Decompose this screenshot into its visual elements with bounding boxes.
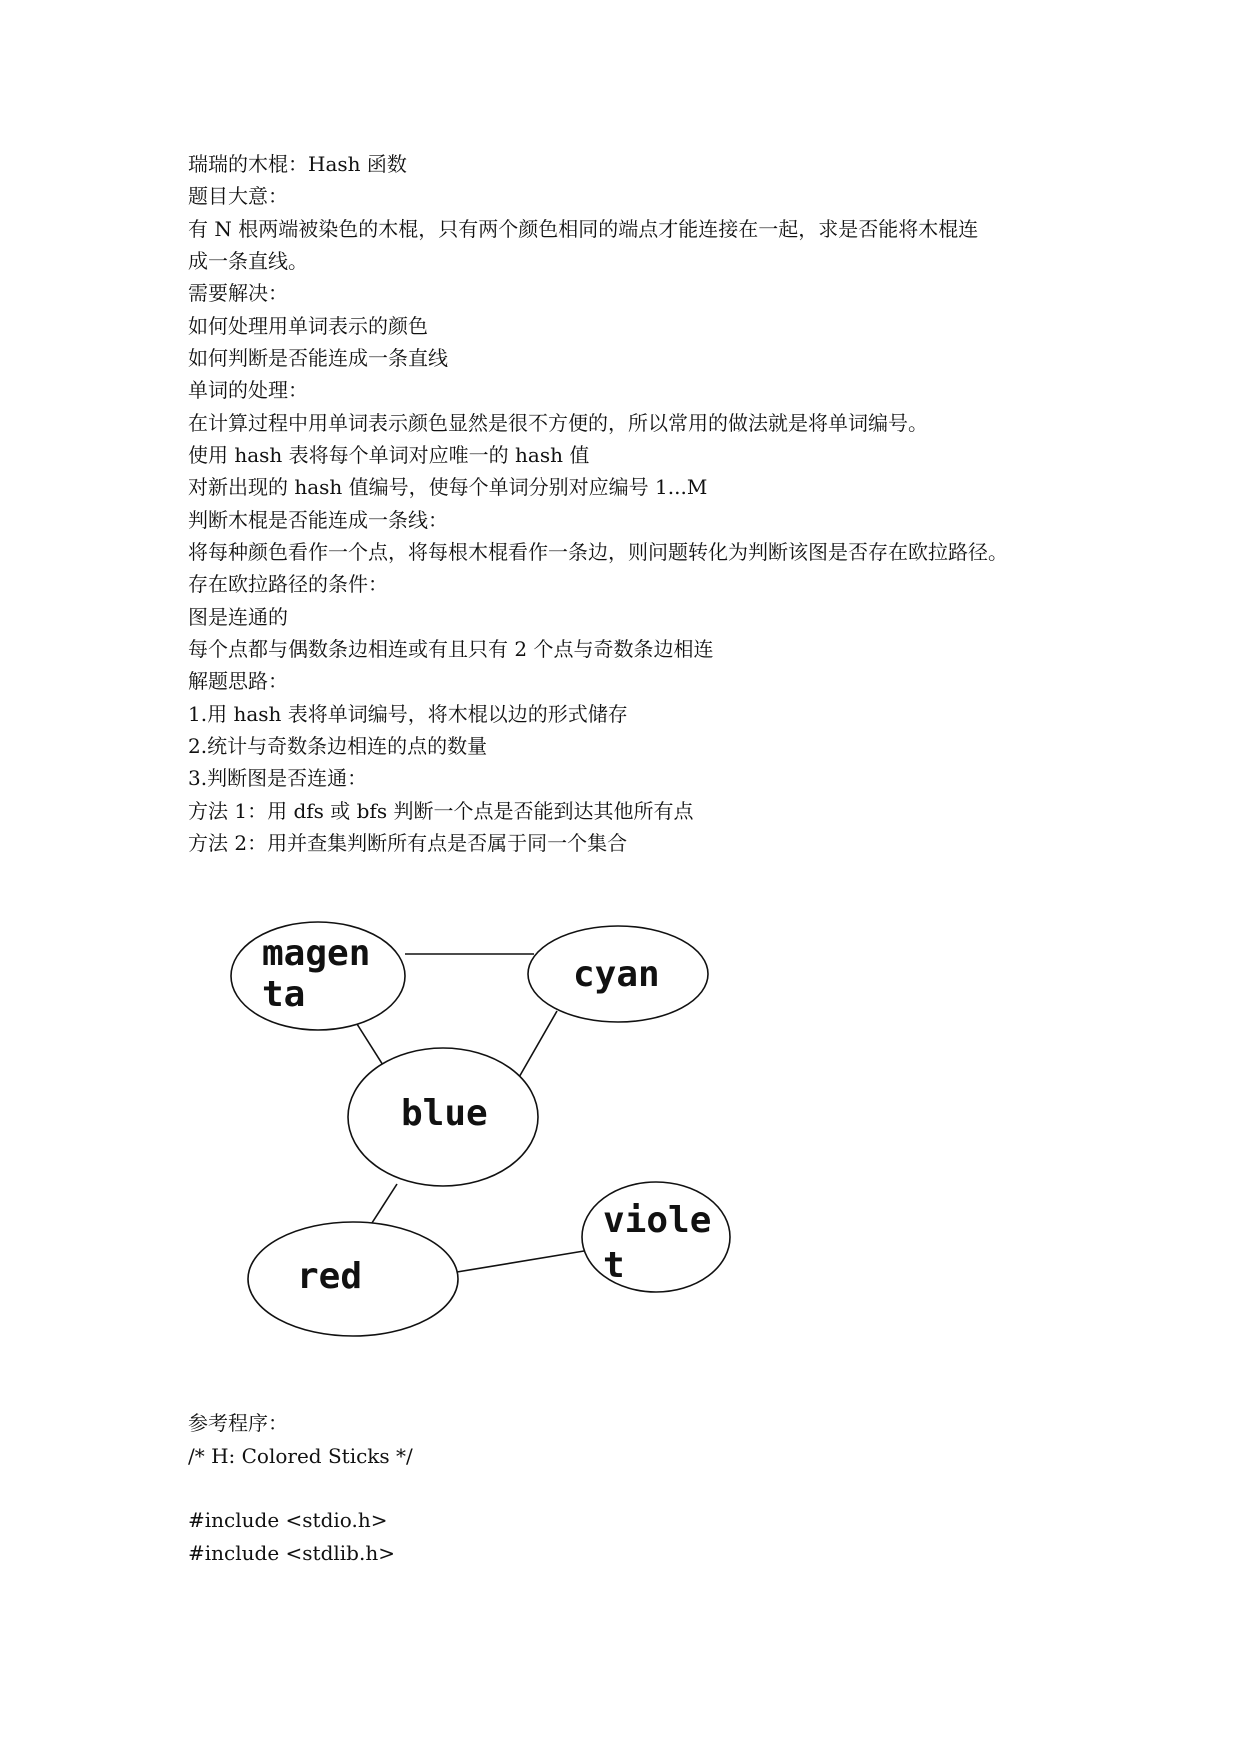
section-heading: 解题思路：	[188, 669, 288, 693]
list-item: 方法 1：用 dfs 或 bfs 判断一个点是否能到达其他所有点	[188, 799, 694, 823]
node-label-magenta: magen	[262, 933, 371, 974]
list-item: 2.统计与奇数条边相连的点的数量	[188, 734, 488, 758]
list-item: 方法 2：用并查集判断所有点是否属于同一个集合	[188, 831, 628, 855]
edge-red-violet	[457, 1251, 584, 1272]
edge-cyan-blue	[518, 1011, 557, 1079]
paragraph-line: 有 N 根两端被染色的木棍，只有两个颜色相同的端点才能连接在一起，求是否能将木棍连	[188, 217, 979, 241]
doc-title: 瑞瑞的木棍：Hash 函数	[188, 152, 407, 176]
paragraph-line: 每个点都与偶数条边相连或有且只有 2 个点与奇数条边相连	[188, 637, 714, 661]
code-line: /* H: Colored Sticks */	[188, 1444, 413, 1468]
section-heading: 需要解决：	[188, 281, 288, 305]
code-line: #include <stdio.h>	[188, 1508, 388, 1532]
paragraph-line: 如何判断是否能连成一条直线	[188, 346, 448, 370]
code-line: #include <stdlib.h>	[188, 1541, 395, 1565]
paragraph-line: 如何处理用单词表示的颜色	[188, 314, 428, 338]
paragraph-line: 对新出现的 hash 值编号，使每个单词分别对应编号 1...M	[188, 475, 708, 499]
paragraph-line: 在计算过程中用单词表示颜色显然是很不方便的，所以常用的做法就是将单词编号。	[188, 411, 928, 435]
section-heading: 存在欧拉路径的条件：	[188, 572, 388, 596]
section-heading: 判断木棍是否能连成一条线：	[188, 508, 448, 532]
node-label-magenta: ta	[262, 974, 306, 1015]
list-item: 1.用 hash 表将单词编号，将木棍以边的形式储存	[188, 702, 628, 726]
paragraph-line: 成一条直线。	[188, 249, 308, 273]
paragraph-line: 使用 hash 表将每个单词对应唯一的 hash 值	[188, 443, 590, 467]
section-heading: 单词的处理：	[188, 378, 308, 402]
node-label-violet: t	[603, 1245, 625, 1286]
edge-blue-red	[370, 1184, 397, 1226]
node-label-blue: blue	[401, 1093, 488, 1134]
list-item: 3.判断图是否连通：	[188, 766, 368, 790]
section-heading: 题目大意：	[188, 184, 288, 208]
node-label-violet: viole	[603, 1200, 712, 1241]
section-heading: 参考程序：	[188, 1411, 288, 1435]
paragraph-line: 图是连通的	[188, 605, 288, 629]
color-graph-diagram	[225, 905, 745, 1345]
node-label-cyan: cyan	[573, 954, 660, 995]
node-label-red: red	[297, 1256, 363, 1297]
paragraph-line: 将每种颜色看作一个点，将每根木棍看作一条边，则问题转化为判断该图是否存在欧拉路径。	[188, 540, 1008, 564]
